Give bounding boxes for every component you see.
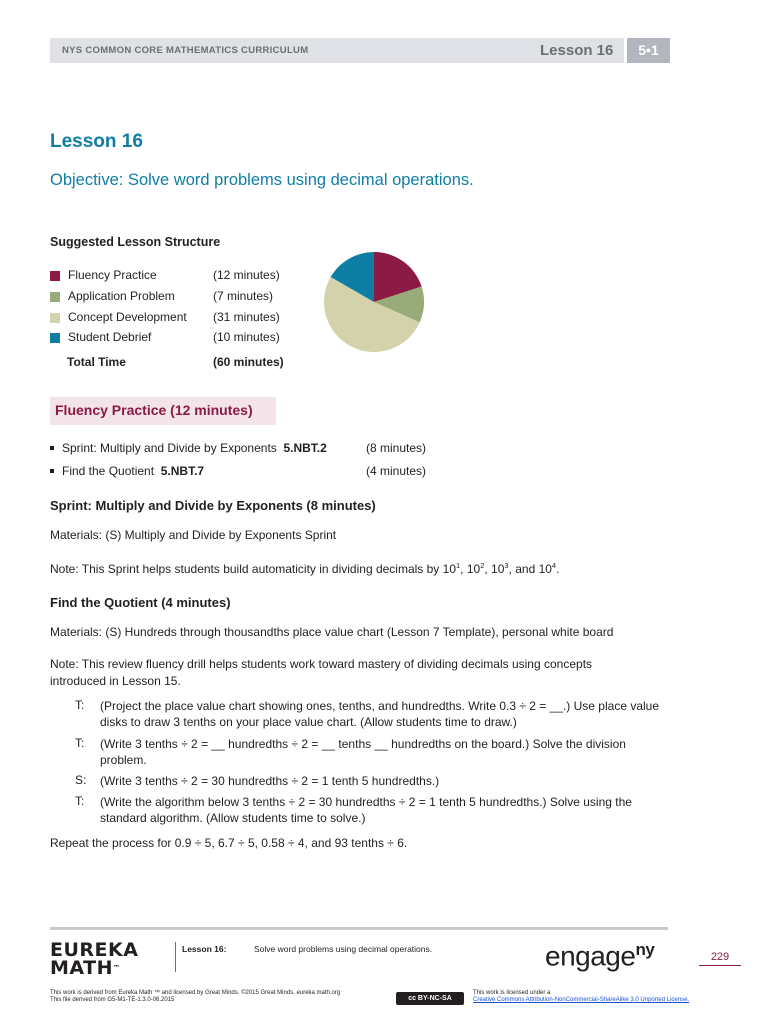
exponent: 2 xyxy=(480,561,485,570)
exponent: 3 xyxy=(504,561,509,570)
structure-minutes: (10 minutes) xyxy=(213,330,280,344)
lesson-structure-pie xyxy=(322,250,426,354)
quotient-note-line2: introduced in Lesson 15. xyxy=(50,674,181,688)
fluency-swatch xyxy=(50,271,60,281)
note-text: . xyxy=(556,562,560,576)
bullet-icon xyxy=(50,469,54,473)
application-swatch xyxy=(50,292,60,302)
trademark: ™ xyxy=(113,964,121,972)
footer-lesson: Lesson 16: xyxy=(182,944,227,954)
eureka-math-logo xyxy=(50,941,138,977)
structure-minutes: (31 minutes) xyxy=(213,310,280,324)
bullet-text: Sprint: Multiply and Divide by Exponents xyxy=(62,441,277,455)
notice-line: This work is derived from Eureka Math ™ and licensed by Great Minds. ©2015 Great Minds. eureka math.org xyxy=(50,990,341,996)
notice-line: This work is licensed under a xyxy=(473,990,551,996)
bullet-minutes: (8 minutes) xyxy=(366,441,427,455)
concept-swatch xyxy=(50,313,60,323)
bullet-standard: 5.NBT.7 xyxy=(160,464,205,478)
total-time-minutes: (60 minutes) xyxy=(213,355,284,369)
logo-text: engage xyxy=(545,940,636,972)
license-notice xyxy=(473,990,689,1004)
footer-objective: Solve word problems using decimal operations. xyxy=(254,944,433,954)
fluency-heading: Fluency Practice (12 minutes) xyxy=(55,402,253,418)
repeat-instruction: Repeat the process for 0.9 ÷ 5, 6.7 ÷ 5, 0.58 ÷ 4, and 93 tenths ÷ 6. xyxy=(50,836,408,850)
cc-license-badge: cc BY-NC-SA xyxy=(396,992,464,1005)
speaker: T: xyxy=(75,794,85,808)
dialogue-text: (Project the place value chart showing ones, tenths, and hundredths. Write 0.3 ÷ 2 = __.) Use place value disks to draw 3 tenths on your place value chart. (Allow students time to draw.) xyxy=(100,699,660,729)
notice-line: This file derived from G5-M1-TE-1.3.0-06.2015 xyxy=(50,997,175,1003)
lesson-objective: Objective: Solve word problems using decimal operations. xyxy=(50,171,474,189)
structure-label: Fluency Practice xyxy=(68,268,157,282)
bullet-icon xyxy=(50,446,54,450)
speaker: T: xyxy=(75,736,85,750)
header-lesson: Lesson 16 xyxy=(540,42,614,59)
structure-heading: Suggested Lesson Structure xyxy=(50,235,221,249)
bullet-standard: 5.NBT.2 xyxy=(283,441,327,455)
bullet-text: Find the Quotient xyxy=(62,464,155,478)
total-time-label: Total Time xyxy=(67,355,126,369)
dialogue-text: (Write 3 tenths ÷ 2 = __ hundredths ÷ 2 = __ tenths __ hundredths on the board.) Solve the division problem. xyxy=(100,737,626,767)
module-badge: 5•1 xyxy=(624,38,670,63)
structure-label: Application Problem xyxy=(68,289,175,303)
quotient-note-line1: Note: This review fluency drill helps students work toward mastery of dividing decimals using concepts xyxy=(50,657,593,671)
footer-divider xyxy=(175,942,176,972)
note-text: , and 10 xyxy=(508,562,552,576)
sprint-materials: Materials: (S) Multiply and Divide by Exponents Sprint xyxy=(50,528,337,542)
structure-label: Concept Development xyxy=(68,310,187,324)
quotient-heading: Find the Quotient (4 minutes) xyxy=(50,595,231,610)
note-text: , 10 xyxy=(484,562,505,576)
curriculum-title: NYS COMMON CORE MATHEMATICS CURRICULUM xyxy=(62,45,309,56)
footer-rule xyxy=(50,927,668,930)
sprint-heading: Sprint: Multiply and Divide by Exponents (8 minutes) xyxy=(50,498,376,513)
note-text: , 10 xyxy=(460,562,481,576)
speaker: T: xyxy=(75,698,85,712)
structure-minutes: (12 minutes) xyxy=(213,268,280,282)
exponent: 1 xyxy=(456,561,461,570)
dialogue-text: (Write 3 tenths ÷ 2 = 30 hundredths ÷ 2 = 1 tenth 5 hundredths.) xyxy=(100,774,440,788)
license-link[interactable]: Creative Commons Attribution-NonCommercial-ShareAlike 3.0 Unported License. xyxy=(473,997,690,1003)
dialogue-text: (Write the algorithm below 3 tenths ÷ 2 = 30 hundredths ÷ 2 = 1 tenth 5 hundredths.) Solve using the standard algorithm. (Allow students time to solve.) xyxy=(100,795,632,825)
structure-label: Student Debrief xyxy=(68,330,152,344)
logo-line: MATH xyxy=(50,957,113,979)
debrief-swatch xyxy=(50,333,60,343)
structure-minutes: (7 minutes) xyxy=(213,289,274,303)
engage-ny-logo xyxy=(545,940,654,972)
speaker: S: xyxy=(75,773,87,787)
quotient-materials: Materials: (S) Hundreds through thousandths place value chart (Lesson 7 Template), personal white board xyxy=(50,625,614,639)
exponent: 4 xyxy=(551,561,557,570)
sprint-note xyxy=(50,561,559,576)
bullet-minutes: (4 minutes) xyxy=(366,464,427,478)
logo-sup: ny xyxy=(635,940,655,959)
page-number: 229 xyxy=(699,951,741,966)
derivation-notice xyxy=(50,990,340,1004)
page-title: Lesson 16 xyxy=(50,131,143,152)
logo-line: EUREKA xyxy=(50,939,139,961)
note-text: Note: This Sprint helps students build automaticity in dividing decimals by 10 xyxy=(50,562,456,576)
